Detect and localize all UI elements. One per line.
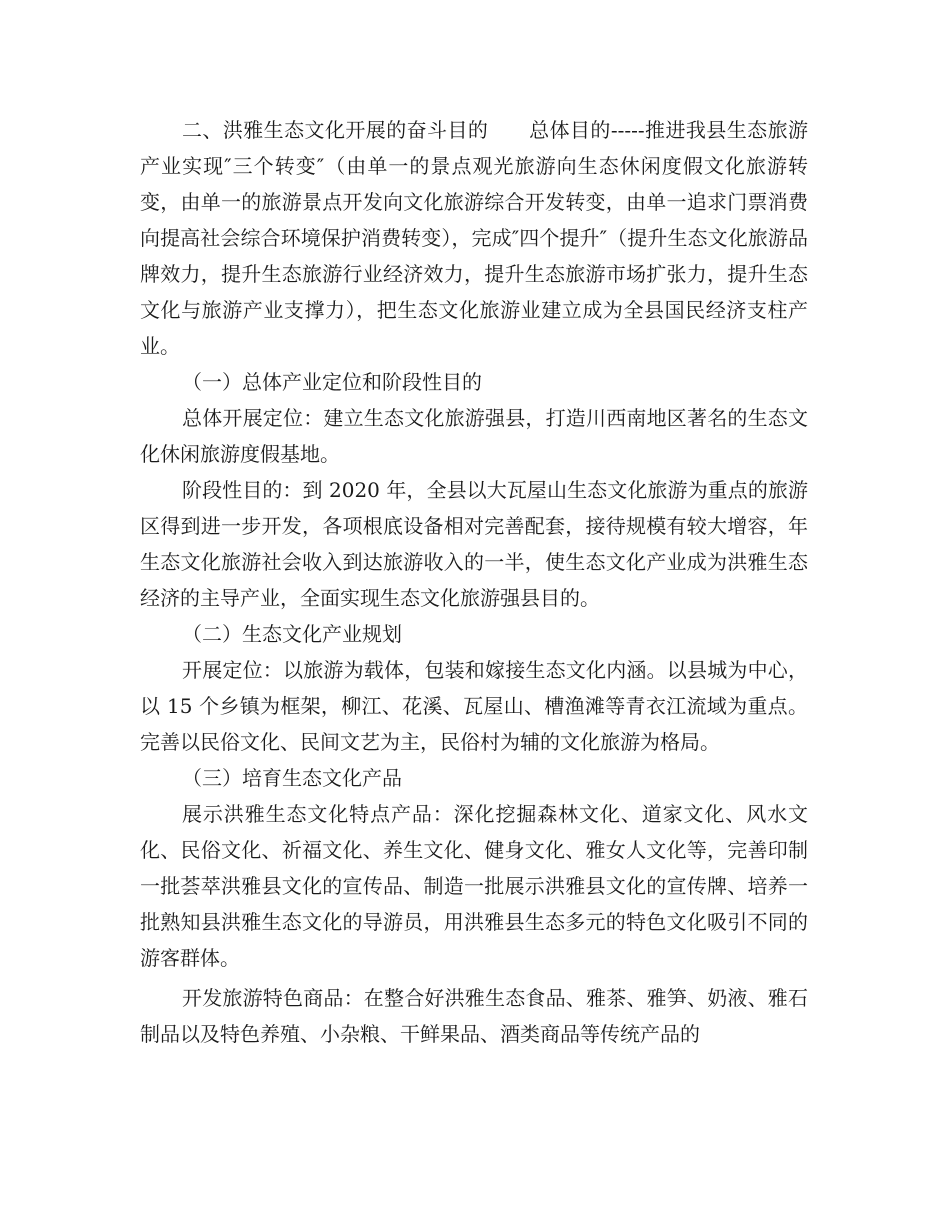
paragraph-goals: 二、洪雅生态文化开展的奋斗目的 总体目的-----推进我县生态旅游产业实现″三个转变″（由单一的景点观光旅游向生态休闲度假文化旅游转变，由单一的旅游景点开发向文化旅游综合开发转变，由单一追求门票消费向提高社会综合环境保护消费转变），完成″四个提升″（提升生态文化旅游品牌效力，提升生态旅游行业经济效力，提升生态旅游市场扩张力，提升生态文化与旅游产业支撑力），把生态文化旅游业建立成为全县国民经济支柱产业。	[140, 118, 808, 358]
paragraph-stage-goals: 阶段性目的：到 2020 年，全县以大瓦屋山生态文化旅游为重点的旅游区得到进一步开发，各项根底设备相对完善配套，接待规模有较大增容，年生态文化旅游社会收入到达旅游收入的一半，使生态文化产业成为洪雅生态经济的主导产业，全面实现生态文化旅游强县目的。	[140, 478, 808, 610]
paragraph-tourism-goods: 开发旅游特色商品：在整合好洪雅生态食品、雅茶、雅笋、奶液、雅石制品以及特色养殖、小杂粮、干鲜果品、酒类商品等传统产品的	[140, 986, 808, 1046]
paragraph-development-positioning: 开展定位：以旅游为载体，包装和嫁接生态文化内涵。以县城为中心，以 15 个乡镇为框架，柳江、花溪、瓦屋山、槽渔滩等青衣江流域为重点。完善以民俗文化、民间文艺为主，民俗村为辅的文化旅游为格局。	[140, 658, 808, 754]
section-heading-2: （二）生态文化产业规划	[182, 622, 402, 646]
paragraph-cultural-products: 展示洪雅生态文化特点产品：深化挖掘森林文化、道家文化、风水文化、民俗文化、祈福文化、养生文化、健身文化、雅女人文化等，完善印制一批荟萃洪雅县文化的宣传品、制造一批展示洪雅县文化的宣传牌、培养一批熟知县洪雅生态文化的导游员，用洪雅县生态多元的特色文化吸引不同的游客群体。	[140, 802, 808, 970]
section-heading-3: （三）培育生态文化产品	[182, 766, 402, 790]
paragraph-overall-positioning: 总体开展定位：建立生态文化旅游强县，打造川西南地区著名的生态文化休闲旅游度假基地。	[140, 406, 808, 466]
document-body	[140, 112, 808, 1052]
section-heading-1: （一）总体产业定位和阶段性目的	[182, 370, 482, 394]
